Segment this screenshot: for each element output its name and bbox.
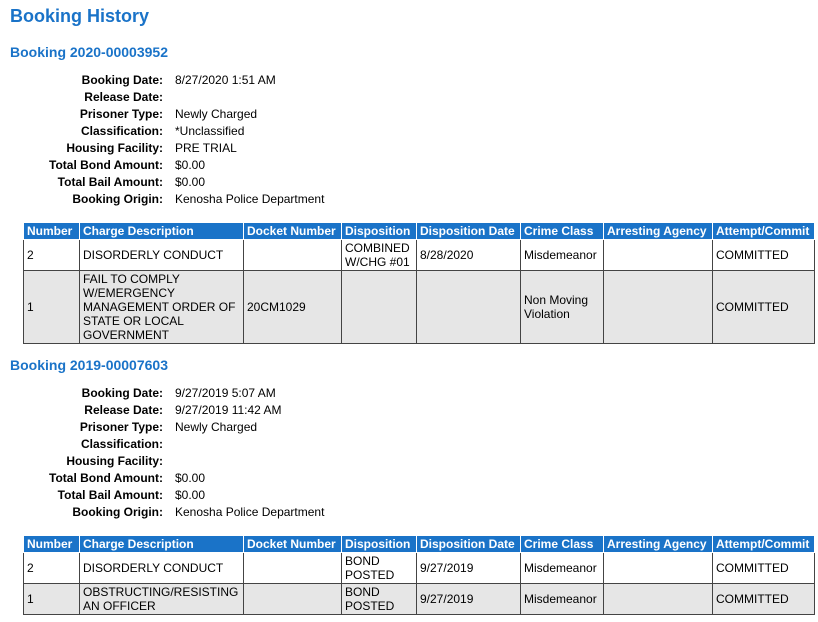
- detail-row-total-bail: [0, 174, 500, 191]
- total-bail-value: $0.00: [175, 175, 206, 189]
- table-row: [24, 271, 815, 344]
- detail-row-booking-origin: [0, 191, 500, 208]
- release-date-value: [175, 89, 500, 106]
- booking-origin-value: Kenosha Police Department: [175, 192, 325, 206]
- charges-table: [23, 535, 815, 615]
- housing-facility-value: PRE TRIAL: [175, 141, 237, 155]
- detail-label: Classification:: [80, 437, 163, 451]
- detail-label: Total Bail Amount:: [57, 175, 163, 189]
- column-header: Attempt/Commit: [713, 223, 815, 240]
- column-header: Arresting Agency: [604, 223, 713, 240]
- cell-number: 1: [24, 271, 80, 344]
- table-row: [24, 553, 815, 584]
- cell-arresting-agency: [604, 240, 713, 271]
- booking-date-value: 9/27/2019 5:07 AM: [175, 386, 276, 400]
- booking-heading: Booking 2019-00007603: [10, 357, 168, 373]
- detail-label: Housing Facility:: [66, 141, 163, 155]
- cell-number: 2: [24, 240, 80, 271]
- column-header: Disposition Date: [417, 223, 521, 240]
- column-header: Arresting Agency: [604, 536, 713, 553]
- cell-number: 2: [24, 553, 80, 584]
- prisoner-type-value: Newly Charged: [175, 420, 258, 434]
- classification-value: [175, 436, 500, 453]
- detail-label: Release Date:: [84, 90, 163, 104]
- detail-label: Booking Date:: [81, 73, 163, 87]
- cell-charge-description: FAIL TO COMPLY W/EMERGENCY MANAGEMENT ORDER OF STATE OR LOCAL GOVERNMENT: [80, 271, 244, 344]
- cell-docket-number: 20CM1029: [244, 271, 342, 344]
- cell-disposition: COMBINED W/CHG #01: [342, 240, 417, 271]
- column-header: Number: [24, 536, 80, 553]
- detail-label: Total Bond Amount:: [49, 158, 163, 172]
- detail-label: Prisoner Type:: [79, 107, 163, 121]
- cell-disposition: [342, 271, 417, 344]
- detail-label: Release Date:: [84, 403, 163, 417]
- cell-attempt-commit: COMMITTED: [713, 240, 815, 271]
- column-header: Charge Description: [80, 223, 244, 240]
- booking-date-value: 8/27/2020 1:51 AM: [175, 73, 276, 87]
- detail-row-prisoner-type: [0, 106, 500, 123]
- column-header: Disposition: [342, 223, 417, 240]
- cell-crime-class: Misdemeanor: [521, 584, 604, 615]
- cell-charge-description: DISORDERLY CONDUCT: [80, 553, 244, 584]
- table-header-row: [24, 223, 815, 240]
- column-header: Disposition Date: [417, 536, 521, 553]
- housing-facility-value: [175, 453, 500, 470]
- detail-row-booking-origin: [0, 504, 500, 521]
- table-row: [24, 584, 815, 615]
- column-header: Crime Class: [521, 536, 604, 553]
- detail-row-release-date: [0, 89, 500, 106]
- column-header: Number: [24, 223, 80, 240]
- detail-row-classification: [0, 436, 500, 453]
- booking-origin-value: Kenosha Police Department: [175, 505, 325, 519]
- cell-attempt-commit: COMMITTED: [713, 584, 815, 615]
- detail-label: Booking Origin:: [72, 505, 163, 519]
- cell-charge-description: DISORDERLY CONDUCT: [80, 240, 244, 271]
- cell-disposition-date: [417, 271, 521, 344]
- cell-crime-class: Misdemeanor: [521, 553, 604, 584]
- cell-crime-class: Misdemeanor: [521, 240, 604, 271]
- prisoner-type-value: Newly Charged: [175, 107, 258, 121]
- detail-row-total-bond: [0, 470, 500, 487]
- cell-docket-number: [244, 240, 342, 271]
- detail-row-housing-facility: [0, 453, 500, 470]
- detail-row-booking-date: [0, 72, 500, 89]
- column-header: Attempt/Commit: [713, 536, 815, 553]
- detail-label: Booking Origin:: [72, 192, 163, 206]
- table-header-row: [24, 536, 815, 553]
- table-row: [24, 240, 815, 271]
- cell-attempt-commit: COMMITTED: [713, 271, 815, 344]
- detail-label: Booking Date:: [81, 386, 163, 400]
- total-bond-value: $0.00: [175, 471, 206, 485]
- detail-label: Total Bail Amount:: [57, 488, 163, 502]
- total-bond-value: $0.00: [175, 158, 206, 172]
- cell-crime-class: Non Moving Violation: [521, 271, 604, 344]
- cell-disposition: BOND POSTED: [342, 584, 417, 615]
- booking-heading: Booking 2020-00003952: [10, 44, 168, 60]
- cell-arresting-agency: [604, 584, 713, 615]
- detail-row-total-bond: [0, 157, 500, 174]
- cell-arresting-agency: [604, 553, 713, 584]
- cell-disposition-date: 9/27/2019: [417, 584, 521, 615]
- cell-docket-number: [244, 584, 342, 615]
- detail-row-housing-facility: [0, 140, 500, 157]
- detail-label: Total Bond Amount:: [49, 471, 163, 485]
- charges-table: [23, 222, 815, 344]
- cell-disposition-date: 8/28/2020: [417, 240, 521, 271]
- detail-label: Prisoner Type:: [79, 420, 163, 434]
- detail-row-release-date: [0, 402, 500, 419]
- booking-details: [0, 385, 500, 521]
- detail-row-booking-date: [0, 385, 500, 402]
- detail-row-prisoner-type: [0, 419, 500, 436]
- cell-disposition-date: 9/27/2019: [417, 553, 521, 584]
- column-header: Disposition: [342, 536, 417, 553]
- detail-label: Classification:: [80, 124, 163, 138]
- cell-docket-number: [244, 553, 342, 584]
- cell-charge-description: OBSTRUCTING/RESISTING AN OFFICER: [80, 584, 244, 615]
- detail-row-total-bail: [0, 487, 500, 504]
- column-header: Crime Class: [521, 223, 604, 240]
- cell-attempt-commit: COMMITTED: [713, 553, 815, 584]
- page-title: Booking History: [10, 6, 150, 26]
- total-bail-value: $0.00: [175, 488, 206, 502]
- column-header: Docket Number: [244, 536, 342, 553]
- column-header: Charge Description: [80, 536, 244, 553]
- detail-label: Housing Facility:: [66, 454, 163, 468]
- cell-arresting-agency: [604, 271, 713, 344]
- column-header: Docket Number: [244, 223, 342, 240]
- cell-disposition: BOND POSTED: [342, 553, 417, 584]
- booking-details: [0, 72, 500, 208]
- classification-value: *Unclassified: [175, 124, 245, 138]
- cell-number: 1: [24, 584, 80, 615]
- detail-row-classification: [0, 123, 500, 140]
- release-date-value: 9/27/2019 11:42 AM: [175, 403, 282, 417]
